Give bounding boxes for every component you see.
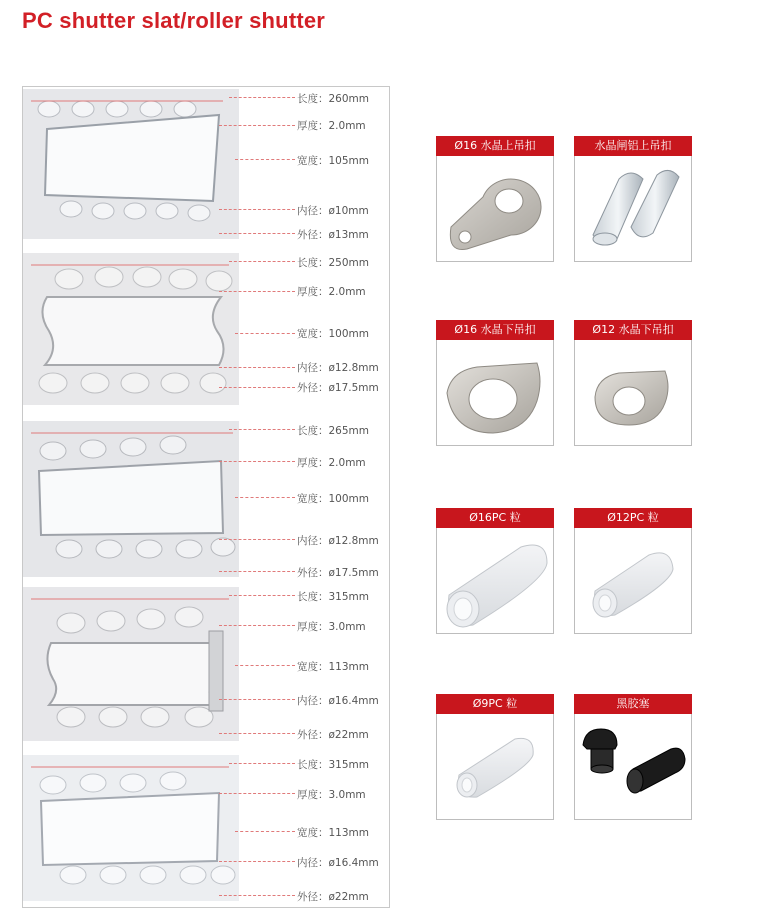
slat-4-outer: ø22mm	[328, 729, 369, 741]
accessory-title-8: 黑胶塞	[574, 694, 692, 714]
slat-1-thickness: 2.0mm	[328, 120, 366, 132]
slat-1-outer: ø13mm	[328, 229, 369, 241]
slat-3-photo	[23, 421, 239, 577]
page-title: PC shutter slat/roller shutter	[22, 8, 326, 33]
slat-3-width: 100mm	[328, 493, 369, 505]
accessory-image-6	[575, 529, 691, 633]
slat-4: 长度：315mm 厚度：3.0mm 宽度：113mm 内径：ø16.4mm 外径：ø22mm	[23, 587, 389, 745]
accessory-card-3	[436, 320, 554, 446]
accessory-image-8	[575, 715, 691, 819]
accessory-image-3	[437, 341, 553, 445]
accessory-title-3: Ø16 水晶下吊扣	[436, 320, 554, 340]
slat-1-photo	[23, 89, 239, 239]
slat-4-thickness: 3.0mm	[328, 621, 366, 633]
slat-2: 长度：250mm 厚度：2.0mm 宽度：100mm 内径：ø12.8mm 外径：ø17.5mm	[23, 253, 389, 409]
accessory-image-4	[575, 341, 691, 445]
accessory-image-5	[437, 529, 553, 633]
slat-4-photo	[23, 587, 239, 741]
slat-5: 长度：315mm 厚度：3.0mm 宽度：113mm 内径：ø16.4mm 外径：ø22mm	[23, 755, 389, 905]
accessory-card-2	[574, 136, 692, 262]
accessory-card-1	[436, 136, 554, 262]
accessory-title-6: Ø12PC 粒	[574, 508, 692, 528]
slat-1-inner: ø10mm	[328, 205, 369, 217]
accessory-image-1	[437, 157, 553, 261]
slat-4-width: 113mm	[328, 661, 369, 673]
slat-2-length: 250mm	[328, 257, 369, 269]
accessory-card-6	[574, 508, 692, 634]
slat-2-thickness: 2.0mm	[328, 286, 366, 298]
accessory-card-4	[574, 320, 692, 446]
slat-3-length: 265mm	[328, 425, 369, 437]
slat-2-photo	[23, 253, 239, 405]
slat-4-inner: ø16.4mm	[328, 695, 379, 707]
accessory-title-2: 水晶闸铝上吊扣	[574, 136, 692, 156]
slat-3: 长度：265mm 厚度：2.0mm 宽度：100mm 内径：ø12.8mm 外径：ø17.5mm	[23, 421, 389, 581]
slat-5-width: 113mm	[328, 827, 369, 839]
slat-5-thickness: 3.0mm	[328, 789, 366, 801]
slat-1-length: 260mm	[328, 93, 369, 105]
accessory-card-5	[436, 508, 554, 634]
slat-2-inner: ø12.8mm	[328, 362, 379, 374]
accessory-title-4: Ø12 水晶下吊扣	[574, 320, 692, 340]
accessory-title-7: Ø9PC 粒	[436, 694, 554, 714]
slat-2-width: 100mm	[328, 328, 369, 340]
accessory-title-5: Ø16PC 粒	[436, 508, 554, 528]
slat-4-length: 315mm	[328, 591, 369, 603]
accessory-image-7	[437, 715, 553, 819]
slat-2-outer: ø17.5mm	[328, 382, 379, 394]
accessory-title-1: Ø16 水晶上吊扣	[436, 136, 554, 156]
slat-5-outer: ø22mm	[328, 891, 369, 903]
slat-5-length: 315mm	[328, 759, 369, 771]
slat-1: 长度：260mm 厚度：2.0mm 宽度：105mm 内径：ø10mm 外径：ø13mm	[23, 89, 389, 243]
accessory-image-2	[575, 157, 691, 261]
slat-5-photo	[23, 755, 239, 901]
slat-3-inner: ø12.8mm	[328, 535, 379, 547]
slat-3-outer: ø17.5mm	[328, 567, 379, 579]
accessory-card-8	[574, 694, 692, 820]
accessory-card-7	[436, 694, 554, 820]
slat-5-inner: ø16.4mm	[328, 857, 379, 869]
slat-1-width: 105mm	[328, 155, 369, 167]
slat-spec-panel	[22, 86, 390, 908]
slat-3-thickness: 2.0mm	[328, 457, 366, 469]
